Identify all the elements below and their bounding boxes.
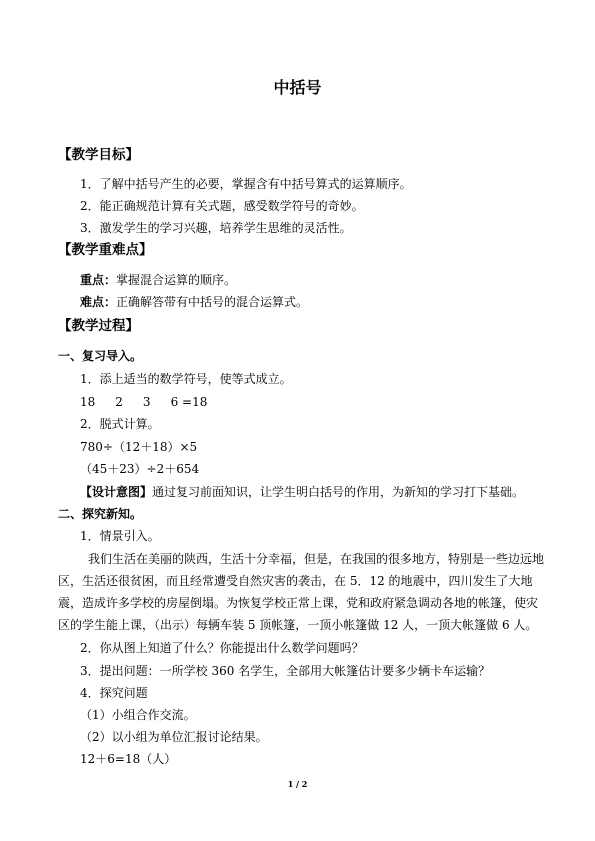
page-number: 1 / 2 — [287, 779, 308, 789]
part2-title: 二、探究新知。 — [58, 507, 143, 521]
equation-term-1: 18 — [80, 395, 96, 409]
story-line-4: 区的学生能上课，（出示）每辆车装 5 顶帐篷，一顶小帐篷做 12 人，一顶大帐篷做 6 人。 — [58, 618, 538, 632]
part1-question-2: 2．脱式计算。 — [80, 417, 160, 431]
part2-step-3: 3．提出问题：一所学校 360 名学生，全部用大帐篷估计要多少辆卡车运输？ — [80, 664, 491, 678]
part2-step-1: 1．情景引入。 — [80, 529, 160, 543]
difficult-point-label: 难点： — [80, 295, 117, 309]
key-point-text: 掌握混合运算的顺序。 — [116, 273, 237, 287]
part1-question-1: 1．添上适当的数学符号，使等式成立。 — [80, 372, 292, 386]
equation-term-3: 3 — [142, 395, 151, 409]
key-point-line — [80, 273, 236, 287]
equation-term-2: 2 — [115, 395, 123, 409]
design-intent-label: 【设计意图】 — [80, 485, 153, 499]
section-heading-goals: 【教学目标】 — [58, 147, 139, 163]
section-heading-process: 【教学过程】 — [58, 318, 139, 334]
page-title: 中括号 — [273, 78, 322, 97]
equation-term-4: 6 =18 — [170, 395, 208, 409]
story-line-2: 区，生活还很贫困，而且经常遭受自然灾害的袭击，在 5．12 的地震中，四川发生了大地 — [58, 574, 533, 588]
goal-item-1: 1．了解中括号产生的必要，掌握含有中括号算式的运算顺序。 — [80, 177, 412, 191]
equation-line — [80, 395, 207, 409]
goal-item-3: 3．激发学生的学习兴趣，培养学生思维的灵活性。 — [80, 221, 352, 235]
part1-title: 一、复习导入。 — [58, 349, 143, 363]
part2-step-4: 4．探究问题 — [80, 686, 148, 700]
goal-item-2: 2．能正确规范计算有关式题，感受数学符号的奇妙。 — [80, 199, 364, 213]
calc-expression-2: （45＋23）÷2＋654 — [80, 462, 200, 476]
difficult-point-line — [80, 295, 308, 309]
story-line-3: 震，造成许多学校的房屋倒塌。为恢复学校正常上课，党和政府紧急调动各地的帐篷，使灾 — [58, 596, 539, 610]
design-intent-text: 通过复习前面知识，让学生明白括号的作用，为新知的学习打下基础。 — [152, 485, 525, 499]
design-intent-line — [80, 485, 524, 499]
result-expression: 12＋6=18（人） — [80, 752, 177, 766]
part2-step-2: 2．你从图上知道了什么？你能提出什么数学问题吗？ — [80, 641, 364, 655]
story-line-1: 我们生活在美丽的陕西，生活十分幸福，但是，在我国的很多地方，特别是一些边远地 — [88, 552, 545, 566]
difficult-point-text: 正确解答带有中括号的混合运算式。 — [116, 295, 309, 309]
part2-step-4-2: （2）以小组为单位汇报讨论结果。 — [80, 730, 268, 744]
part2-step-4-1: （1）小组合作交流。 — [80, 708, 196, 722]
key-point-label: 重点： — [80, 273, 117, 287]
section-heading-key-points: 【教学重难点】 — [58, 242, 153, 258]
calc-expression-1: 780÷（12＋18）×5 — [80, 440, 198, 454]
